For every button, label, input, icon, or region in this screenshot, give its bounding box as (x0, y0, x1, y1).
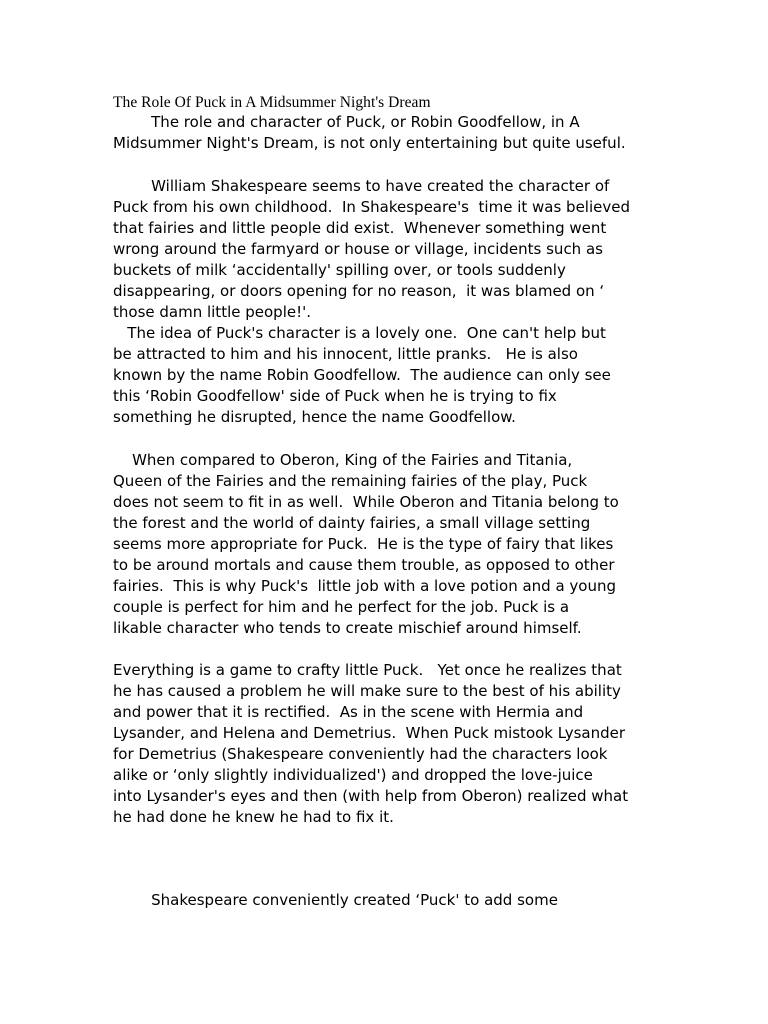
body-text-line: William Shakespeare seems to have created the character of (113, 177, 610, 195)
body-text-line: those damn little people!'. (113, 303, 311, 321)
body-text-line: disappearing, or doors opening for no reason, it was blamed on ‘ (113, 282, 605, 300)
body-text-line: into Lysander's eyes and then (with help from Oberon) realized what (113, 787, 629, 805)
body-text-line: this ‘Robin Goodfellow' side of Puck when he is trying to fix (113, 387, 557, 405)
body-text-line: The role and character of Puck, or Robin Goodfellow, in A (113, 113, 580, 131)
body-text-line: wrong around the farmyard or house or village, incidents such as (113, 240, 603, 258)
body-text-line: alike or ‘only slightly individualized') and dropped the love-juice (113, 766, 593, 784)
body-text-line: for Demetrius (Shakespeare conveniently had the characters look (113, 745, 608, 763)
body-text-line: he had done he knew he had to fix it. (113, 808, 394, 826)
body-text-line: buckets of milk ‘accidentally' spilling over, or tools suddenly (113, 261, 566, 279)
body-text-line: that fairies and little people did exist. Whenever something went (113, 219, 607, 237)
body-text-line: Everything is a game to crafty little Puck. Yet once he realizes that (113, 661, 622, 679)
body-text-line: seems more appropriate for Puck. He is the type of fairy that likes (113, 535, 614, 553)
body-text-line: does not seem to fit in as well. While Oberon and Titania belong to (113, 493, 619, 511)
body-text-line: couple is perfect for him and he perfect for the job. Puck is a (113, 598, 570, 616)
body-text-line: Shakespeare conveniently created ‘Puck' to add some (113, 891, 558, 909)
body-text-line: Queen of the Fairies and the remaining fairies of the play, Puck (113, 472, 588, 490)
body-text-line: the forest and the world of dainty fairies, a small village setting (113, 514, 591, 532)
body-text-line: something he disrupted, hence the name Goodfellow. (113, 408, 516, 426)
body-text-line: he has caused a problem he will make sure to the best of his ability (113, 682, 621, 700)
body-text-line: Puck from his own childhood. In Shakespeare's time it was believed (113, 198, 630, 216)
body-text-line: When compared to Oberon, King of the Fairies and Titania, (113, 451, 573, 469)
body-text-line: likable character who tends to create mischief around himself. (113, 619, 582, 637)
body-text-line: fairies. This is why Puck's little job with a love potion and a young (113, 577, 617, 595)
body-text-line: to be around mortals and cause them trouble, as opposed to other (113, 556, 615, 574)
document-title: The Role Of Puck in A Midsummer Night's Dream (113, 94, 431, 111)
body-text-line: known by the name Robin Goodfellow. The audience can only see (113, 366, 611, 384)
body-text-line: Lysander, and Helena and Demetrius. When Puck mistook Lysander (113, 724, 626, 742)
body-text-line: and power that it is rectified. As in the scene with Hermia and (113, 703, 584, 721)
body-text-line: The idea of Puck's character is a lovely one. One can't help but (113, 324, 606, 342)
body-text-line: be attracted to him and his innocent, little pranks. He is also (113, 345, 578, 363)
body-text-line: Midsummer Night's Dream, is not only entertaining but quite useful. (113, 134, 626, 152)
